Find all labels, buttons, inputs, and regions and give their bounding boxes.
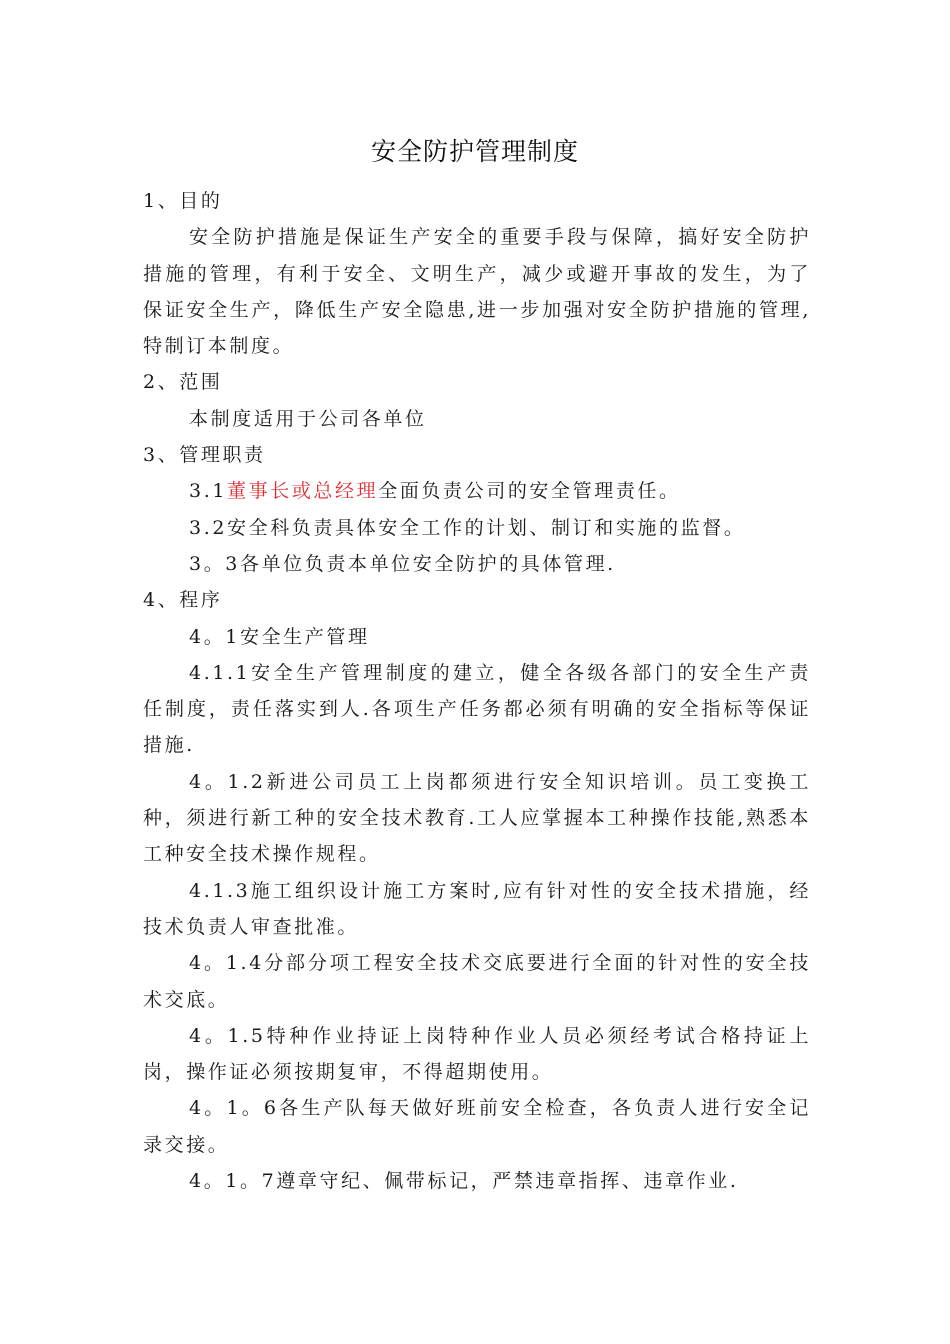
paragraph-4-1-4: 4。1.4分部分项工程安全技术交底要进行全面的针对性的安全技术交底。 [143,952,811,1011]
duty-3-1-number: 3.1 [189,480,228,503]
document-body [143,183,811,1199]
paragraph-purpose: 安全防护措施是保证生产安全的重要手段与保障，搞好安全防护措施的管理，有利于安全、文明生产，减少或避开事故的发生，为了保证安全生产，降低生产安全隐患,进一步加强对安全防护措施的管理,特制订本制度。 [143,226,811,358]
section-heading-procedure: 4、程序 [143,589,223,612]
subheading-4-1: 4。1安全生产管理 [189,625,370,648]
paragraph-4-1-2: 4。1.2新进公司员工上岗都须进行安全知识培训。员工变换工种，须进行新工种的安全技术教育.工人应掌握本工种操作技能,熟悉本工种安全技术操作规程。 [143,770,811,866]
paragraph-scope: 本制度适用于公司各单位 [189,407,427,430]
section-heading-duties: 3、管理职责 [143,444,266,467]
section-heading-purpose: 1、目的 [143,190,223,212]
paragraph-4-1-7: 4。1。7遵章守纪、佩带标记，严禁违章指挥、违章作业. [189,1170,739,1193]
paragraph-4-1-5: 4。1.5特种作业持证上岗特种作业人员必须经考试合格持证上岗，操作证必须按期复审，不得超期使用。 [143,1024,811,1084]
paragraph-duty-3-3: 3。3各单位负责本单位安全防护的具体管理. [189,552,616,575]
paragraph-4-1-6: 4。1。6各生产队每天做好班前安全检查，各负责人进行安全记录交接。 [143,1097,811,1156]
paragraph-4-1-1: 4.1.1安全生产管理制度的建立，健全各级各部门的安全生产责任制度，责任落实到人.各项生产任务都必须有明确的安全指标等保证措施. [143,661,811,757]
section-heading-scope: 2、范围 [143,371,223,394]
document-title: 安全防护管理制度 [370,137,579,166]
paragraph-duty-3-1 [143,473,811,509]
duty-3-1-highlight: 董事长或总经理 [227,480,379,503]
paragraph-duty-3-2: 3.2安全科负责具体安全工作的计划、制订和实施的监督。 [189,516,746,539]
paragraph-4-1-3: 4.1.3施工组织设计施工方案时,应有针对性的安全技术措施，经技术负责人审查批准。 [143,879,811,938]
duty-3-1-text: 全面负责公司的安全管理责任。 [378,480,681,503]
